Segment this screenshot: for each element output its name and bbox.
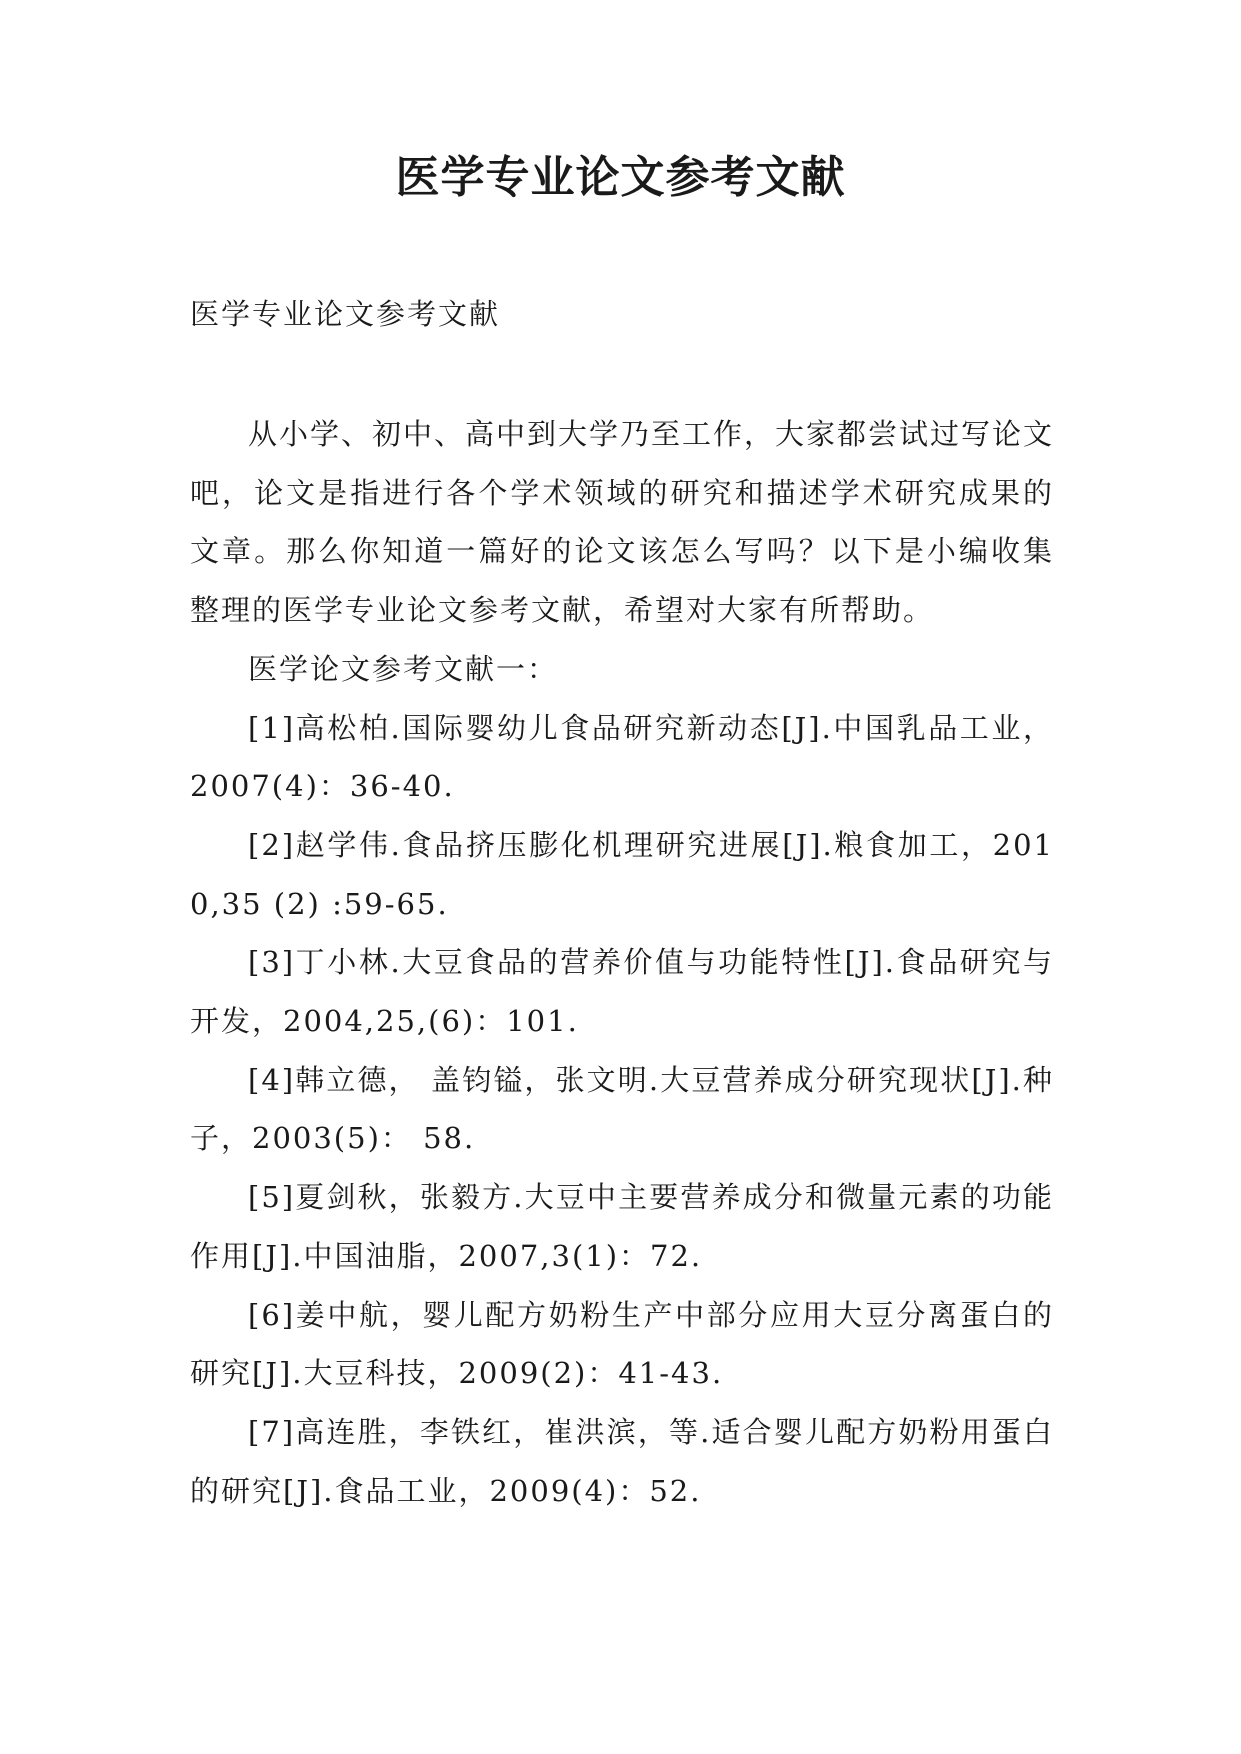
document-title: 医学专业论文参考文献 (395, 152, 846, 203)
reference-item: [1]高松柏.国际婴幼儿食品研究新动态[J].中国乳品工业，2007(4)：36-40. (190, 710, 1054, 804)
intro-paragraph: 从小学、初中、高中到大学乃至工作，大家都尝试过写论文吧，论文是指进行各个学术领域的研究和描述学术研究成果的文章。那么你知道一篇好的论文该怎么写吗？以下是小编收集整理的医学专业论文参考文献，希望对大家有所帮助。 (190, 417, 1055, 628)
document-body (190, 405, 1054, 1520)
reference-item: [7]高连胜，李铁红，崔洪滨，等.适合婴儿配方奶粉用蛋白的研究[J].食品工业，2009(4)：52. (190, 1414, 1054, 1508)
reference-item: [3]丁小林.大豆食品的营养价值与功能特性[J].食品研究与开发，2004,25,(6)：101. (190, 945, 1054, 1039)
document-subtitle: 医学专业论文参考文献 (190, 297, 501, 331)
reference-item: [2]赵学伟.食品挤压膨化机理研究进展[J].粮食加工，2010,35 (2) :59-65. (190, 827, 1054, 921)
reference-item: [5]夏剑秋，张毅方.大豆中主要营养成分和微量元素的功能作用[J].中国油脂，2007,3(1)：72. (190, 1180, 1054, 1273)
section-heading: 医学论文参考文献一： (248, 651, 559, 686)
reference-item: [4]韩立德， 盖钧镒，张文明.大豆营养成分研究现状[J].种子，2003(5)： 58. (190, 1062, 1054, 1156)
reference-item: [6]姜中航，婴儿配方奶粉生产中部分应用大豆分离蛋白的研究[J].大豆科技，2009(2)：41-43. (190, 1297, 1054, 1391)
